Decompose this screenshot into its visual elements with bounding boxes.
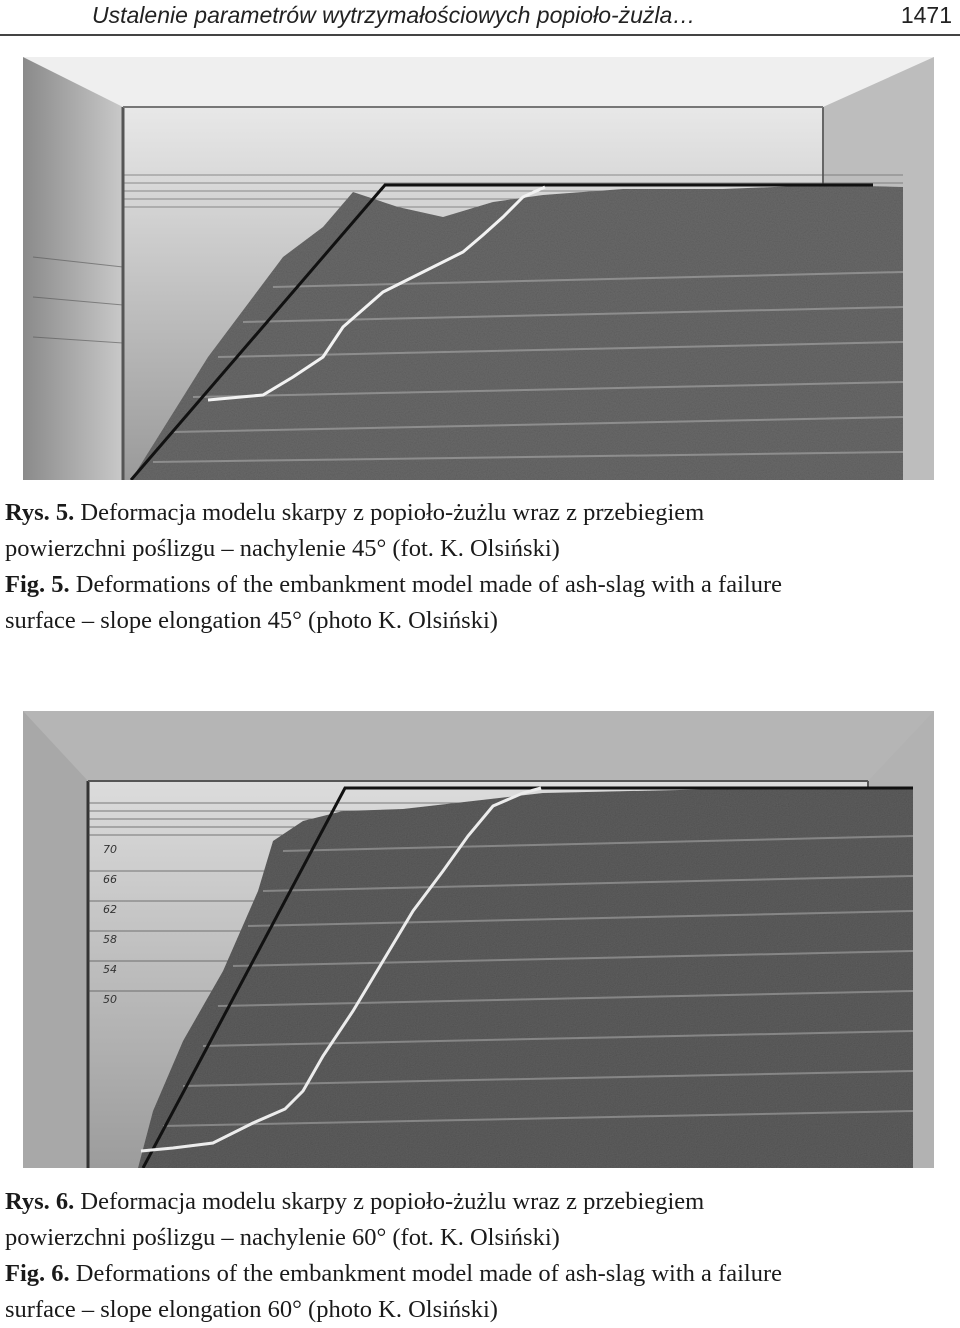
caption-en-text: Deformations of the embankment model made of ash-slag with a failure	[75, 1260, 782, 1287]
page-number: 1471	[900, 2, 952, 28]
caption-en-label: Fig. 5.	[5, 571, 70, 598]
caption-en-line	[5, 1256, 955, 1292]
scale-mark-66: 66	[103, 873, 117, 886]
scale-mark-58: 58	[103, 933, 117, 946]
figure-6-photo	[23, 711, 934, 1168]
scale-mark-54: 54	[103, 963, 117, 976]
caption-pl-line	[5, 495, 955, 531]
caption-pl-label: Rys. 5.	[5, 499, 75, 526]
caption-pl-line: powierzchni poślizgu – nachylenie 45° (fot. K. Olsiński)	[5, 535, 560, 562]
scale-mark-50: 50	[103, 993, 117, 1006]
caption-en-line	[5, 567, 955, 603]
scale-mark-70: 70	[103, 843, 117, 856]
caption-en-line: surface – slope elongation 45° (photo K. Olsiński)	[5, 607, 498, 634]
caption-pl-text: Deformacja modelu skarpy z popioło-żużlu wraz z przebiegiem	[80, 1188, 705, 1215]
running-title: Ustalenie parametrów wytrzymałościowych popioło-żużla…	[92, 2, 696, 28]
caption-en-line: surface – slope elongation 60° (photo K. Olsiński)	[5, 1296, 498, 1323]
figure-6-photo-drawing	[23, 711, 934, 1168]
scale-mark-62: 62	[103, 903, 117, 916]
figure-6-caption	[5, 1184, 955, 1328]
caption-pl-text: Deformacja modelu skarpy z popioło-żużlu wraz z przebiegiem	[80, 499, 705, 526]
figure-5-photo	[23, 57, 934, 480]
figure-5-caption	[5, 495, 955, 639]
caption-en-text: Deformations of the embankment model made of ash-slag with a failure	[75, 571, 782, 598]
running-header	[0, 0, 960, 36]
caption-pl-line	[5, 1184, 955, 1220]
figure-5-photo-drawing	[23, 57, 934, 480]
caption-pl-line: powierzchni poślizgu – nachylenie 60° (fot. K. Olsiński)	[5, 1224, 560, 1251]
caption-en-label: Fig. 6.	[5, 1260, 70, 1287]
caption-pl-label: Rys. 6.	[5, 1188, 75, 1215]
